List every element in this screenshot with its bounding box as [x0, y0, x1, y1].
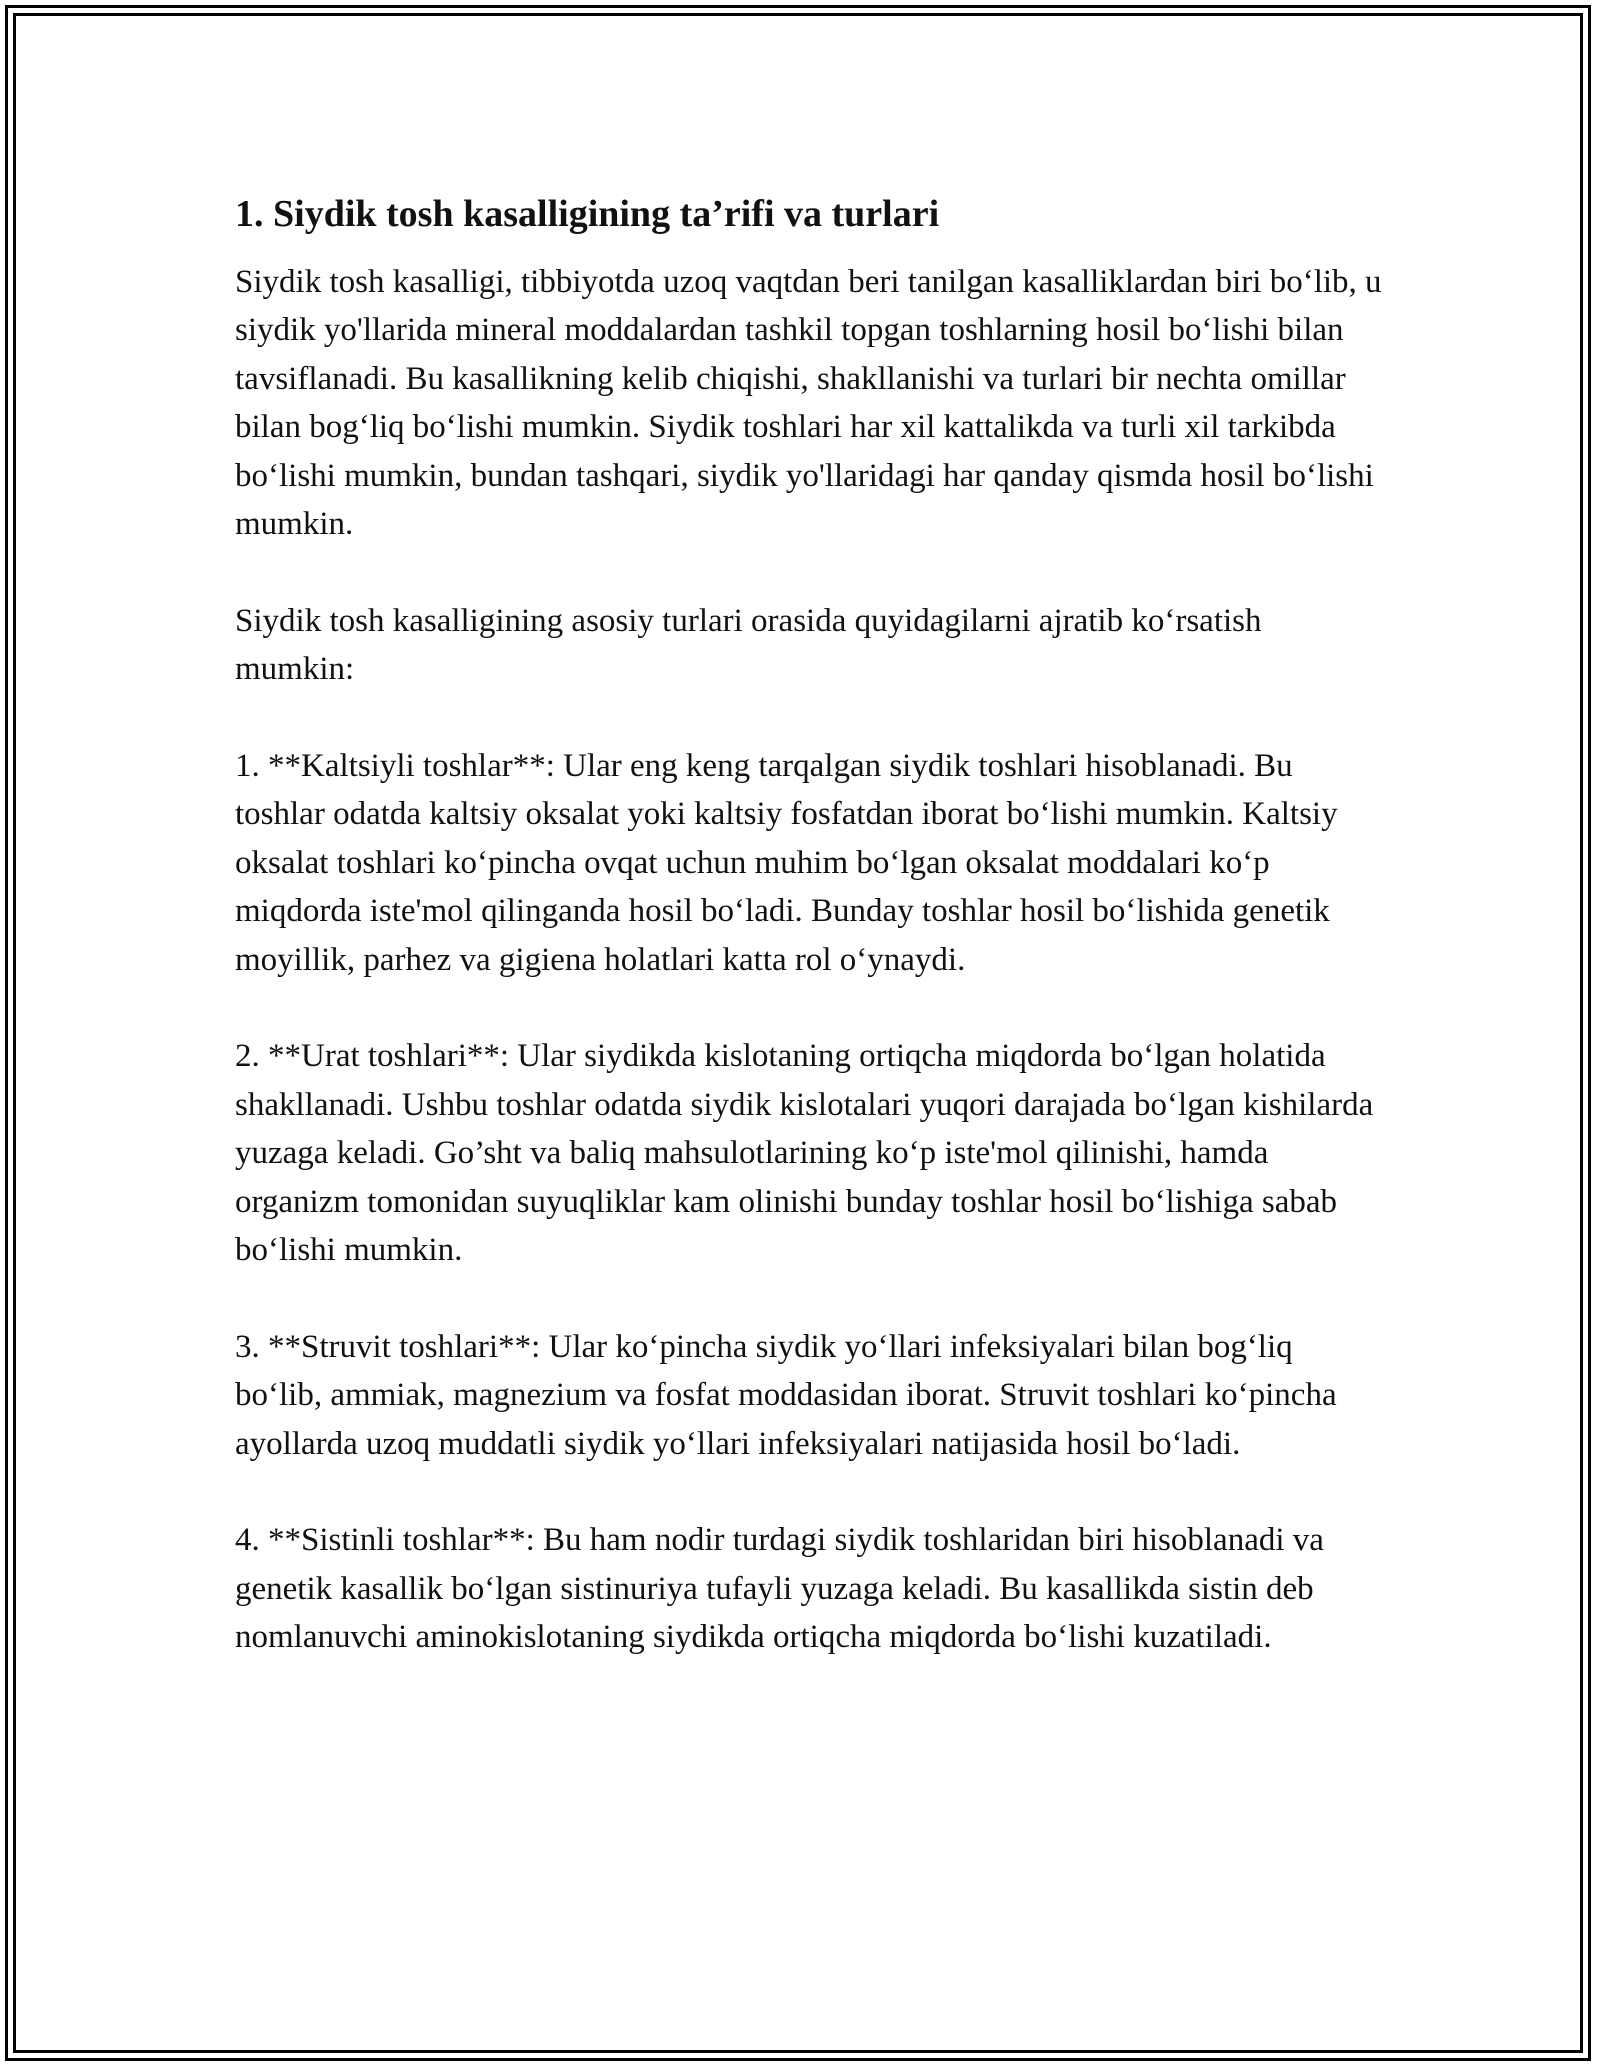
document-body [235, 188, 1385, 1662]
section-heading: 1. Siydik tosh kasalligining ta’rifi va turlari [235, 193, 940, 235]
paragraph-intro: Siydik tosh kasalligi, tibbiyotda uzoq vaqtdan beri tanilgan kasalliklardan biri bo‘lib, u siydik yo'llarida mineral moddalardan tashkil topgan toshlarning hosil bo‘lishi bilan tavsiflanadi. Bu kasallikning kelib chiqishi, shakllanishi va turlari bir nechta omillar bilan bog‘liq bo‘lishi mumkin. Siydik toshlari har xil kattalikda va turli xil tarkibda bo‘lishi mumkin, bundan tashqari, siydik yo'llaridagi har qanday qismda hosil bo‘lishi mumkin. [235, 264, 1382, 543]
paragraph-calcium-stones: 1. **Kaltsiyli toshlar**: Ular eng keng tarqalgan siydik toshlari hisoblanadi. Bu toshlar odatda kaltsiy oksalat yoki kaltsiy fosfatdan iborat bo‘lishi mumkin. Kaltsiy oksalat toshlari ko‘pincha ovqat uchun muhim bo‘lgan oksalat moddalari ko‘p miqdorda iste'mol qilinganda hosil bo‘ladi. Bunday toshlar hosil bo‘lishida genetik moyillik, parhez va gigiena holatlari katta rol o‘ynaydi. [235, 748, 1338, 978]
paragraph-urate-stones: 2. **Urat toshlari**: Ular siydikda kislotaning ortiqcha miqdorda bo‘lgan holatida shakllanadi. Ushbu toshlar odatda siydik kislotalari yuqori darajada bo‘lgan kishilarda yuzaga keladi. Go’sht va baliq mahsulotlarining ko‘p iste'mol qilinishi, hamda organizm tomonidan suyuqliklar kam olinishi bunday toshlar hosil bo‘lishiga sabab bo‘lishi mumkin. [235, 1038, 1374, 1269]
paragraph-struvite-stones: 3. **Struvit toshlari**: Ular ko‘pincha siydik yo‘llari infeksiyalari bilan bog‘liq bo‘lib, ammiak, magnezium va fosfat moddasidan iborat. Struvit toshlari ko‘pincha ayollarda uzoq muddatli siydik yo‘llari infeksiyalari natijasida hosil bo‘ladi. [235, 1328, 1337, 1462]
paragraph-cystine-stones: 4. **Sistinli toshlar**: Bu ham nodir turdagi siydik toshlaridan biri hisoblanadi va genetik kasallik bo‘lgan sistinuriya tufayli yuzaga keladi. Bu kasallikda sistin deb nomlanuvchi aminokislotaning siydikda ortiqcha miqdorda bo‘lishi kuzatiladi. [235, 1522, 1324, 1656]
paragraph-types-lead: Siydik tosh kasalligining asosiy turlari orasida quyidagilarni ajratib ko‘rsatish mumkin: [235, 602, 1262, 688]
